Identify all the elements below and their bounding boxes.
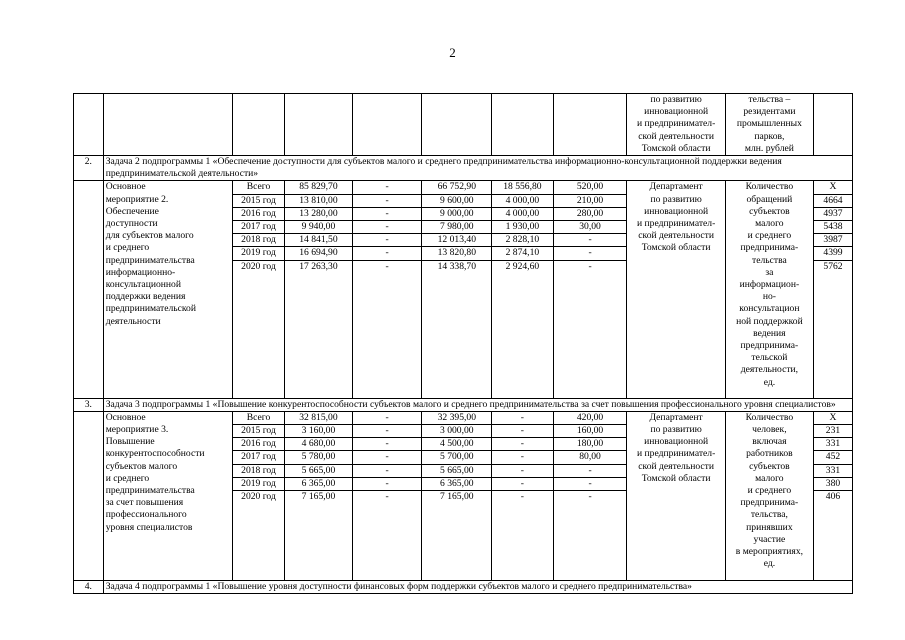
indicator-value-cell: 3987 bbox=[813, 234, 852, 247]
extra-cell: - bbox=[553, 260, 627, 398]
cell-empty bbox=[352, 94, 422, 156]
indicator-line: принявших bbox=[746, 521, 793, 533]
indicator-value-cell: 380 bbox=[813, 477, 852, 490]
extra-cell: - bbox=[553, 477, 627, 490]
total-cell: 32 815,00 bbox=[285, 411, 353, 424]
federal-cell: - bbox=[352, 438, 422, 451]
federal-cell: - bbox=[352, 234, 422, 247]
extra-cell: 30,00 bbox=[553, 221, 627, 234]
local-cell: 18 556,80 bbox=[492, 181, 554, 194]
executor-line: ской деятельности bbox=[638, 130, 714, 142]
extra-cell: - bbox=[553, 464, 627, 477]
indicator-line: но- bbox=[762, 291, 776, 303]
indicator-line: и среднего bbox=[747, 485, 792, 497]
year-cell: 2017 год bbox=[232, 221, 284, 234]
extra-cell: 160,00 bbox=[553, 425, 627, 438]
indicator-line: тельства – bbox=[748, 94, 791, 105]
total-cell: 13 810,00 bbox=[285, 194, 353, 207]
activity-line: мероприятие 3. bbox=[105, 424, 169, 436]
task-header-row bbox=[74, 398, 853, 411]
cell-empty bbox=[74, 94, 104, 156]
activity-line: и среднего bbox=[105, 242, 150, 254]
federal-cell: - bbox=[352, 451, 422, 464]
executor-line: инновационной bbox=[644, 205, 709, 217]
local-cell: - bbox=[492, 451, 554, 464]
federal-cell: - bbox=[352, 221, 422, 234]
regional-cell: 6 365,00 bbox=[422, 477, 492, 490]
total-cell: 7 165,00 bbox=[285, 491, 353, 581]
indicator-line: резидентами bbox=[743, 106, 796, 118]
top-fragment-row bbox=[74, 94, 853, 156]
activity-line: уровня специалистов bbox=[105, 521, 193, 533]
regional-cell: 13 820,80 bbox=[422, 247, 492, 260]
cell-empty bbox=[74, 411, 104, 580]
task-header-row bbox=[74, 156, 853, 181]
indicator-line: работников bbox=[746, 448, 793, 460]
executor-line: и предпринимател- bbox=[637, 118, 716, 130]
indicator-cell bbox=[725, 181, 813, 398]
local-cell: - bbox=[492, 477, 554, 490]
local-cell: 4 000,00 bbox=[492, 207, 554, 220]
total-cell: 9 940,00 bbox=[285, 221, 353, 234]
regional-cell: 14 338,70 bbox=[422, 260, 492, 398]
indicator-line: участие bbox=[753, 533, 786, 545]
cell-empty bbox=[492, 94, 554, 156]
extra-cell: - bbox=[553, 247, 627, 260]
cell-empty bbox=[813, 94, 852, 156]
regional-cell: 9 000,00 bbox=[422, 207, 492, 220]
table-row bbox=[74, 411, 853, 424]
indicator-line: тельства, bbox=[750, 509, 788, 521]
executor-cell bbox=[627, 181, 725, 398]
indicator-line: за bbox=[765, 266, 774, 278]
table-row bbox=[74, 181, 853, 194]
local-cell: - bbox=[492, 425, 554, 438]
task-title: Задача 2 подпрограммы 1 «Обеспечение доступности для субъектов малого и среднего предпринимательства информационно-консультационной поддержки ведения предпринимательской деятельности» bbox=[103, 156, 852, 181]
year-cell: 2020 год bbox=[232, 491, 284, 581]
regional-cell: 7 165,00 bbox=[422, 491, 492, 581]
indicator-line: тельства bbox=[752, 254, 787, 266]
total-cell: 3 160,00 bbox=[285, 425, 353, 438]
regional-cell: 5 700,00 bbox=[422, 451, 492, 464]
indicator-value-cell: 406 bbox=[813, 491, 852, 581]
activity-line: за счет повышения bbox=[105, 497, 184, 509]
total-cell: 85 829,70 bbox=[285, 181, 353, 194]
local-cell: - bbox=[492, 438, 554, 451]
activity-line: деятельности bbox=[105, 315, 161, 327]
indicator-value-cell: Х bbox=[813, 181, 852, 194]
indicator-line: Количество bbox=[745, 181, 794, 193]
subprogram-table bbox=[73, 93, 853, 594]
local-cell: - bbox=[492, 464, 554, 477]
activity-line: и среднего bbox=[105, 472, 150, 484]
indicator-value-cell: 331 bbox=[813, 464, 852, 477]
indicator-value-cell: 231 bbox=[813, 425, 852, 438]
indicator-line: ед. bbox=[763, 558, 776, 570]
regional-cell: 5 665,00 bbox=[422, 464, 492, 477]
activity-line: предпринимательства bbox=[105, 254, 195, 266]
page-number: 2 bbox=[449, 45, 456, 60]
indicator-value-cell: 452 bbox=[813, 451, 852, 464]
local-cell: - bbox=[492, 491, 554, 581]
extra-cell: 180,00 bbox=[553, 438, 627, 451]
task-number: 4. bbox=[74, 581, 104, 594]
executor-line: Департамент bbox=[649, 411, 703, 423]
activity-line: поддержки ведения bbox=[105, 291, 186, 303]
indicator-line: консультацион bbox=[739, 303, 800, 315]
federal-cell: - bbox=[352, 425, 422, 438]
local-cell: 1 930,00 bbox=[492, 221, 554, 234]
executor-cell bbox=[627, 411, 725, 580]
federal-cell: - bbox=[352, 464, 422, 477]
year-cell: Всего bbox=[232, 181, 284, 194]
indicator-line: включая bbox=[752, 436, 787, 448]
year-cell: Всего bbox=[232, 411, 284, 424]
executor-line: по развитию bbox=[650, 193, 702, 205]
activity-line: доступности bbox=[105, 218, 158, 230]
indicator-line: субъектов bbox=[749, 460, 790, 472]
federal-cell: - bbox=[352, 194, 422, 207]
total-cell: 14 841,50 bbox=[285, 234, 353, 247]
indicator-line: и среднего bbox=[747, 230, 792, 242]
activity-line: Обеспечение bbox=[105, 205, 159, 217]
indicator-line: информацион- bbox=[739, 279, 800, 291]
indicator-line: парков, bbox=[754, 130, 785, 142]
indicator-line: субъектов bbox=[749, 205, 790, 217]
activity-line: информационно- bbox=[105, 266, 176, 278]
year-cell: 2020 год bbox=[232, 260, 284, 398]
executor-line: ской деятельности bbox=[638, 460, 714, 472]
federal-cell: - bbox=[352, 477, 422, 490]
year-cell: 2019 год bbox=[232, 247, 284, 260]
activity-line: конкурентоспособности bbox=[105, 448, 205, 460]
activity-line: Основное bbox=[105, 411, 146, 423]
executor-line: инновационной bbox=[644, 436, 709, 448]
activity-line: профессионального bbox=[105, 509, 187, 521]
year-cell: 2018 год bbox=[232, 234, 284, 247]
federal-cell: - bbox=[352, 260, 422, 398]
federal-cell: - bbox=[352, 181, 422, 194]
executor-line: инновационной bbox=[644, 106, 709, 118]
cell-empty bbox=[553, 94, 627, 156]
local-cell: 2 924,60 bbox=[492, 260, 554, 398]
indicator-line: предпринима- bbox=[740, 497, 799, 509]
activity-line: предпринимательства bbox=[105, 485, 195, 497]
indicator-line: ед. bbox=[763, 376, 776, 388]
indicator-line: предпринима- bbox=[740, 340, 799, 352]
task-title: Задача 4 подпрограммы 1 «Повышение уровня доступности финансовых форм поддержки субъектов малого и среднего предпринимательства» bbox=[103, 581, 852, 594]
cell-empty bbox=[103, 94, 232, 156]
year-cell: 2017 год bbox=[232, 451, 284, 464]
activity-line: предпринимательской bbox=[105, 303, 196, 315]
indicator-line: ведения bbox=[753, 327, 786, 339]
cell-empty bbox=[422, 94, 492, 156]
indicator-value-cell: 4664 bbox=[813, 194, 852, 207]
top-executor-cell bbox=[627, 94, 725, 156]
year-cell: 2016 год bbox=[232, 438, 284, 451]
year-cell: 2015 год bbox=[232, 194, 284, 207]
regional-cell: 7 980,00 bbox=[422, 221, 492, 234]
total-cell: 6 365,00 bbox=[285, 477, 353, 490]
indicator-value-cell: 331 bbox=[813, 438, 852, 451]
activity-cell bbox=[103, 181, 232, 398]
year-cell: 2018 год bbox=[232, 464, 284, 477]
indicator-line: малого bbox=[755, 472, 784, 484]
year-cell: 2016 год bbox=[232, 207, 284, 220]
indicator-value-cell: 5438 bbox=[813, 221, 852, 234]
indicator-line: млн. рублей bbox=[744, 142, 794, 154]
year-cell: 2019 год bbox=[232, 477, 284, 490]
executor-line: Департамент bbox=[649, 181, 703, 193]
local-cell: 2 874,10 bbox=[492, 247, 554, 260]
indicator-line: человек, bbox=[752, 424, 787, 436]
indicator-value-cell: 5762 bbox=[813, 260, 852, 398]
extra-cell: 280,00 bbox=[553, 207, 627, 220]
cell-empty bbox=[285, 94, 353, 156]
executor-line: по развитию bbox=[650, 424, 702, 436]
local-cell: 4 000,00 bbox=[492, 194, 554, 207]
indicator-value-cell: 4937 bbox=[813, 207, 852, 220]
activity-line: для субъектов малого bbox=[105, 230, 194, 242]
cell-empty bbox=[232, 94, 284, 156]
executor-line: ской деятельности bbox=[638, 230, 714, 242]
indicator-line: промышленных bbox=[736, 118, 802, 130]
federal-cell: - bbox=[352, 207, 422, 220]
federal-cell: - bbox=[352, 491, 422, 581]
total-cell: 16 694,90 bbox=[285, 247, 353, 260]
activity-line: Повышение bbox=[105, 436, 155, 448]
total-cell: 5 780,00 bbox=[285, 451, 353, 464]
indicator-line: Количество bbox=[745, 411, 794, 423]
extra-cell: - bbox=[553, 491, 627, 581]
executor-line: и предпринимател- bbox=[637, 448, 716, 460]
regional-cell: 32 395,00 bbox=[422, 411, 492, 424]
indicator-value-cell: Х bbox=[813, 411, 852, 424]
indicator-line: обращений bbox=[746, 193, 793, 205]
executor-line: по развитию bbox=[650, 94, 702, 105]
activity-line: консультационной bbox=[105, 279, 181, 291]
federal-cell: - bbox=[352, 411, 422, 424]
extra-cell: 210,00 bbox=[553, 194, 627, 207]
extra-cell: 420,00 bbox=[553, 411, 627, 424]
indicator-line: предпринима- bbox=[740, 242, 799, 254]
regional-cell: 12 013,40 bbox=[422, 234, 492, 247]
task-number: 2. bbox=[74, 156, 104, 181]
indicator-line: деятельности, bbox=[740, 364, 799, 376]
total-cell: 5 665,00 bbox=[285, 464, 353, 477]
executor-line: и предпринимател- bbox=[637, 218, 716, 230]
indicator-line: ной поддержкой bbox=[736, 315, 803, 327]
year-cell: 2015 год bbox=[232, 425, 284, 438]
activity-line: субъектов малого bbox=[105, 460, 178, 472]
total-cell: 4 680,00 bbox=[285, 438, 353, 451]
task-number: 3. bbox=[74, 398, 104, 411]
regional-cell: 4 500,00 bbox=[422, 438, 492, 451]
indicator-line: тельской bbox=[751, 352, 788, 364]
extra-cell: - bbox=[553, 234, 627, 247]
cell-empty bbox=[74, 181, 104, 398]
activity-line: Основное bbox=[105, 181, 146, 193]
regional-cell: 66 752,90 bbox=[422, 181, 492, 194]
executor-line: Томской области bbox=[641, 142, 711, 154]
table-body bbox=[74, 94, 853, 594]
indicator-line: малого bbox=[755, 218, 784, 230]
regional-cell: 3 000,00 bbox=[422, 425, 492, 438]
total-cell: 17 263,30 bbox=[285, 260, 353, 398]
total-cell: 13 280,00 bbox=[285, 207, 353, 220]
activity-line: мероприятие 2. bbox=[105, 193, 169, 205]
executor-line: Томской области bbox=[641, 242, 711, 254]
indicator-cell bbox=[725, 411, 813, 580]
regional-cell: 9 600,00 bbox=[422, 194, 492, 207]
local-cell: - bbox=[492, 411, 554, 424]
indicator-value-cell: 4399 bbox=[813, 247, 852, 260]
executor-line: Томской области bbox=[641, 472, 711, 484]
local-cell: 2 828,10 bbox=[492, 234, 554, 247]
top-indicator-cell bbox=[725, 94, 813, 156]
activity-cell bbox=[103, 411, 232, 580]
task-header-row bbox=[74, 581, 853, 594]
task-title: Задача 3 подпрограммы 1 «Повышение конкурентоспособности субъектов малого и среднего предпринимательства за счет повышения профессионального уровня специалистов» bbox=[103, 398, 852, 411]
extra-cell: 520,00 bbox=[553, 181, 627, 194]
extra-cell: 80,00 bbox=[553, 451, 627, 464]
federal-cell: - bbox=[352, 247, 422, 260]
indicator-line: в мероприятиях, bbox=[735, 546, 804, 558]
